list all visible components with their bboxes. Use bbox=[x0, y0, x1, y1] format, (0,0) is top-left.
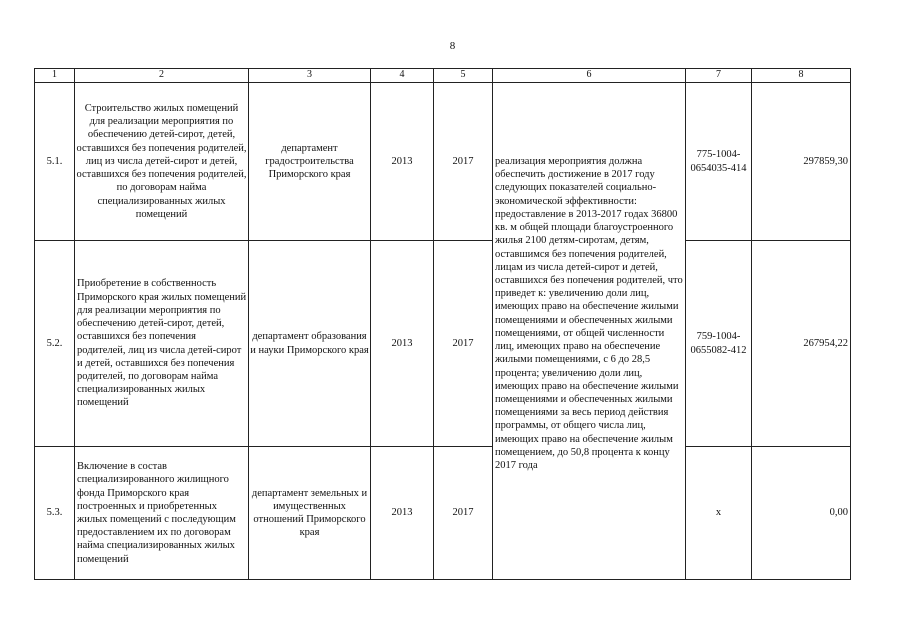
expected-effect: реализация мероприятия должна обеспечить достижение в 2017 году следующих показателей социально-экономической эффективности: предоставление в 2013-2017 годах 36800 кв. м общей площади благоустроенного жилья 2100 детям-сиротам, детям, оставшимся без попечения родителей, лицам из числа детей-сирот и детей, оставшихся без попечения родителей, что приведет к: увеличению доли лиц, имеющих право на обеспечение жилыми помещениями и обеспеченных жилыми помещениями, от общей численности лиц, имеющих право на обеспечение жилыми помещениями, с 6 до 28,5 процента; увеличению доли лиц, имеющих право на обеспечение жилыми помещениями и обеспеченных жилыми помещениями за весь период действия программы, от общего числа лиц, имеющих право на обеспечение жилым помещением, до 50,8 процента к концу 2017 года bbox=[493, 83, 686, 580]
start-year: 2013 bbox=[371, 241, 434, 447]
measure-name: Включение в состав специализированного жилищного фонда Приморского края построенных и приобретенных жилых помещений с последующим предоставлением их по договорам найма специализированных жилых помещений bbox=[75, 447, 249, 580]
header-cell: 2 bbox=[75, 69, 249, 83]
amount: 0,00 bbox=[752, 447, 851, 580]
header-row bbox=[35, 69, 851, 83]
end-year: 2017 bbox=[434, 447, 493, 580]
header-cell: 6 bbox=[493, 69, 686, 83]
budget-code: 759-1004-0655082-412 bbox=[686, 241, 752, 447]
table-row bbox=[35, 83, 851, 241]
header-cell: 7 bbox=[686, 69, 752, 83]
header-cell: 8 bbox=[752, 69, 851, 83]
table-row bbox=[35, 447, 851, 580]
table-row bbox=[35, 241, 851, 447]
end-year: 2017 bbox=[434, 241, 493, 447]
row-number: 5.1. bbox=[35, 83, 75, 241]
row-number: 5.3. bbox=[35, 447, 75, 580]
measure-name: Строительство жилых помещений для реализации мероприятия по обеспечению детей-сирот, детей, оставшихся без попечения родителей, лиц из числа детей-сирот и детей, оставшихся без попечения родителей, по договорам найма специализированных жилых помещений bbox=[75, 83, 249, 241]
start-year: 2013 bbox=[371, 447, 434, 580]
start-year: 2013 bbox=[371, 83, 434, 241]
program-table bbox=[34, 68, 851, 580]
amount: 297859,30 bbox=[752, 83, 851, 241]
responsible-department: департамент земельных и имущественных отношений Приморского края bbox=[249, 447, 371, 580]
end-year: 2017 bbox=[434, 83, 493, 241]
page-number: 8 bbox=[449, 40, 456, 52]
amount: 267954,22 bbox=[752, 241, 851, 447]
responsible-department: департамент образования и науки Приморского края bbox=[249, 241, 371, 447]
measure-name: Приобретение в собственность Приморского края жилых помещений для реализации мероприятия по обеспечению детей-сирот, детей, оставшихся без попечения родителей, лиц из числа детей-сирот и детей, оставшихся без попечения родителей, по договорам найма специализированных жилых помещений bbox=[75, 241, 249, 447]
row-number: 5.2. bbox=[35, 241, 75, 447]
header-cell: 3 bbox=[249, 69, 371, 83]
responsible-department: департамент градостроительства Приморского края bbox=[249, 83, 371, 241]
header-cell: 4 bbox=[371, 69, 434, 83]
header-cell: 1 bbox=[35, 69, 75, 83]
budget-code: 775-1004-0654035-414 bbox=[686, 83, 752, 241]
budget-code: х bbox=[686, 447, 752, 580]
header-cell: 5 bbox=[434, 69, 493, 83]
